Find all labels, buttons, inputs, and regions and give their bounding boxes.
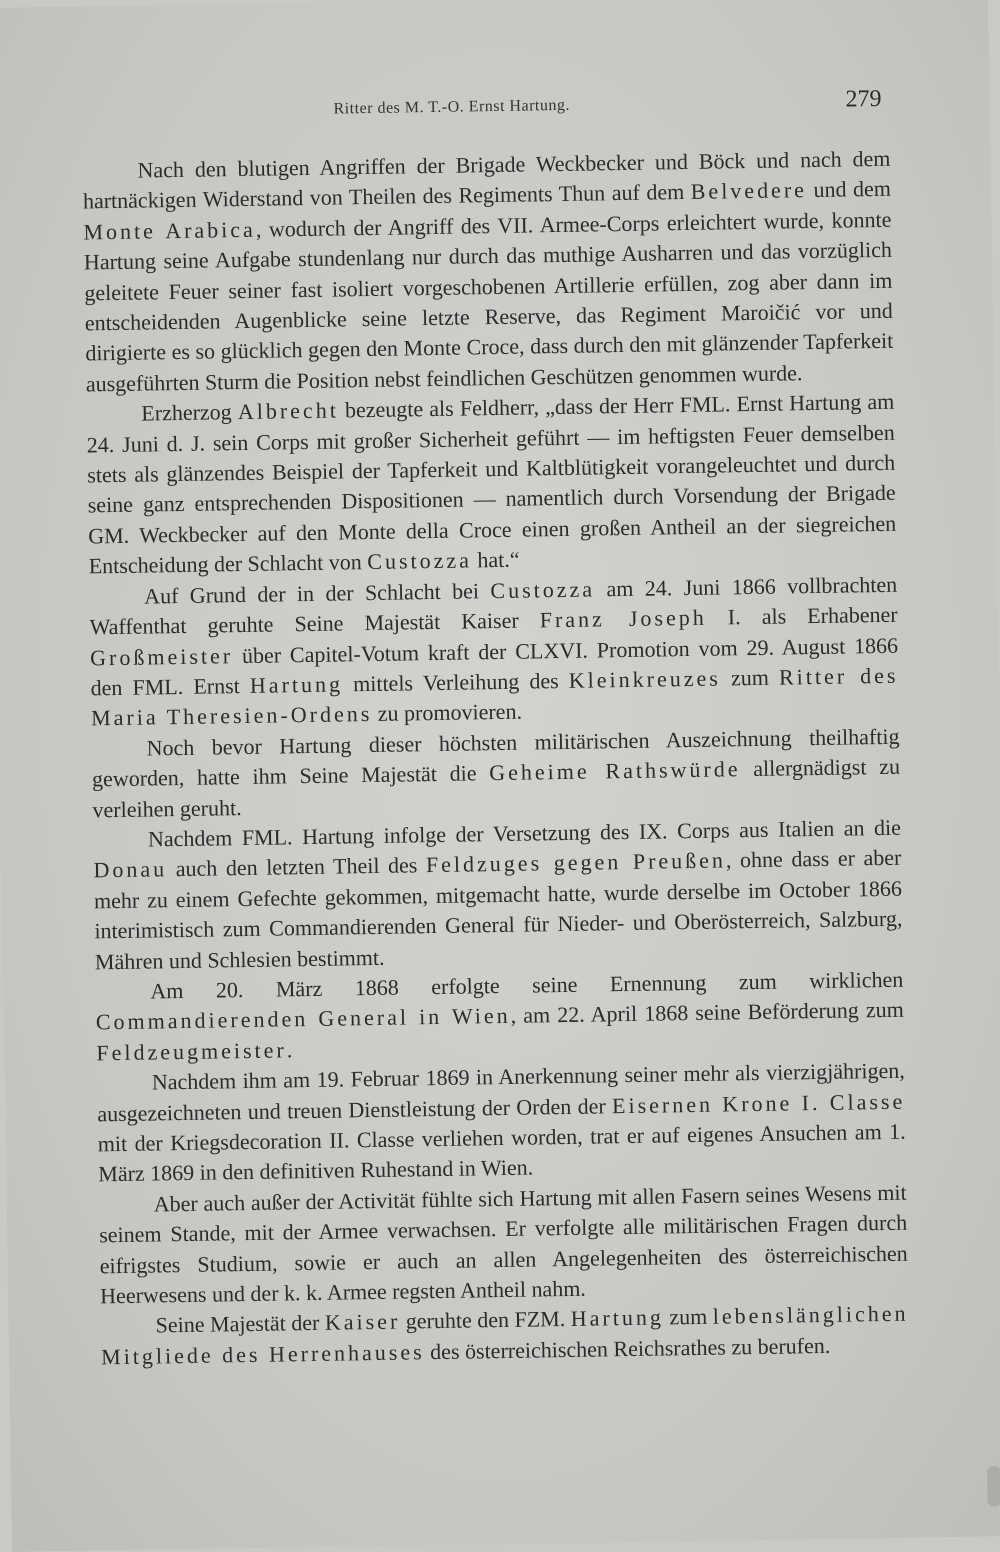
paragraph-7: Nachdem ihm am 19. Februar 1869 in Anerkennung seiner mehr als vierzigjährigen, ausgezeichneten und treuen Dienstleistung der Orden der Eisernen Krone I. Classe mit der Kriegsdecoration II. Classe verliehen worden, trat er auf eigenes Ansuchen am 1. März 1869 in den definitiven Ruhestand in Wien. (97, 1057, 906, 1187)
page-number: 279 (845, 85, 882, 113)
paragraph-4: Noch bevor Hartung dieser höchsten militärischen Auszeichnung theilhaftig geworden, hatte ihm Seine Majestät die Geheime Rathswürde allergnädigst zu verleihen geruht. (91, 723, 901, 822)
paragraph-9: Seine Majestät der Kaiser geruhte den FZM. Hartung zum lebenslänglichen Mitgliede des Herrenhauses des österreichischen Reichsrathes zu berufen. (100, 1301, 909, 1370)
running-head: Ritter des M. T.-O. Ernst Hartung. (333, 96, 571, 118)
paragraph-5: Nachdem FML. Hartung infolge der Versetzung des IX. Corps aus Italien an die Donau auch den letzten Theil des Feldzuges gegen Preußen, ohne dass er aber mehr zu einem Gefechte gekommen, mitgemacht hatte, wurde derselbe im October 1866 interimistisch zum Commandierenden General für Nieder- und Oberösterreich, Salzburg, Mähren und Schlesien bestimmt. (93, 814, 903, 974)
paragraph-8: Aber auch außer der Activität fühlte sich Hartung mit allen Fasern seines Wesens mit seinem Stande, mit der Armee verwachsen. Er verfolgte alle militärischen Fragen durch eifrigstes Studium, sowie er auch an allen Angelegenheiten des österreichischen Heerwesens und der k. k. Armee regsten Antheil nahm. (99, 1179, 908, 1309)
paragraph-6: Am 20. März 1868 erfolgte seine Ernennung zum wirklichen Commandierenden General in Wien, am 22. April 1868 seine Beförderung zum Feldzeugmeister. (95, 966, 904, 1066)
paragraph-3: Auf Grund der in der Schlacht bei Custozza am 24. Juni 1866 vollbrachten Waffenthat geruhte Seine Majestät Kaiser Franz Joseph I. als Erhabener Großmeister über Capitel-Votum kraft der CLXVI. Promotion vom 29. August 1866 den FML. Ernst Hartung mittels Verleihung des Kleinkreuzes zum Ritter des Maria Theresien-Ordens zu promovieren. (89, 571, 899, 731)
paper-stain (987, 1466, 1000, 1506)
paragraph-2: Erzherzog Albrecht bezeugte als Feldherr, „dass der Herr FML. Ernst Hartung am 24. Juni d. J. sein Corps mit großer Sicherheit geführt — im heftigsten Feuer demselben stets als glänzendes Beispiel der Tapferkeit und Kaltblütigkeit vorangeleuchtet und durch seine ganz entsprechenden Dispositionen — namentlich durch Vorsendung der Brigade GM. Weckbecker auf den Monte della Croce einen großen Antheil an der siegreichen Entscheidung der Schlacht von Custozza hat.“ (86, 389, 897, 579)
body-text (82, 144, 909, 1373)
paragraph-1: Nach den blutigen Angriffen der Brigade Weckbecker und Böck und nach dem hartnäckigen Widerstand von Theilen des Regiments Thun auf dem Belvedere und dem Monte Arabica, wodurch der Angriff des VII. Armee-Corps erleichtert wurde, konnte Hartung seine Aufgabe stundenlang nur durch das muthige Ausharren und das vorzüglich geleitete Feuer seiner fast isoliert vorgeschobenen Artillerie erfüllen, zog aber dann im entscheidenden Augenblicke seine letzte Reserve, das Regiment Maroičić vor und dirigierte es so glücklich gegen den Monte Croce, dass durch den mit glänzender Tapferkeit ausgeführten Sturm die Position nebst feindlichen Geschützen genommen wurde. (82, 145, 894, 397)
page-header (85, 85, 885, 131)
